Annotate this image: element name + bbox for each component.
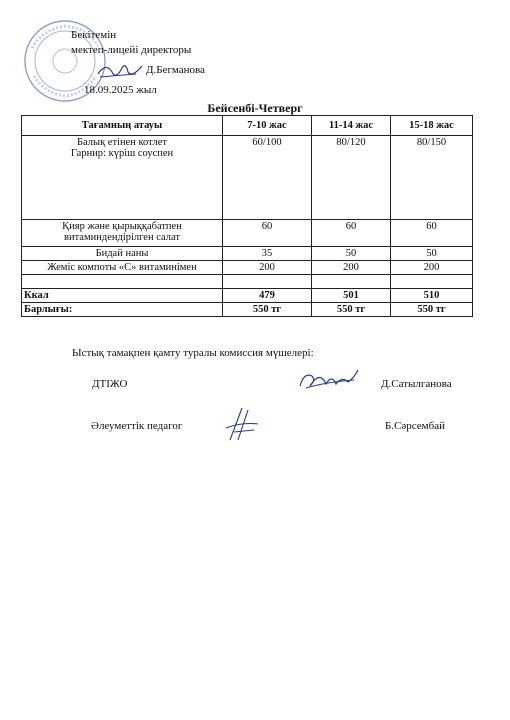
col-header-age-11-14: 11-14 жас bbox=[312, 116, 391, 136]
member2-name: Б.Сәрсембай bbox=[385, 420, 446, 432]
portion-7-10: 60/100 bbox=[223, 136, 312, 220]
table-header-row bbox=[22, 116, 473, 136]
table-row bbox=[22, 136, 473, 220]
portion-11-14: 200 bbox=[312, 261, 391, 275]
approval-date: 18.09.2025 жыл bbox=[84, 84, 157, 96]
col-header-dish: Тағамның атауы bbox=[22, 116, 223, 136]
kcal-label: Ккал bbox=[22, 289, 223, 303]
portion-11-14: 50 bbox=[312, 247, 391, 261]
table-row bbox=[22, 261, 473, 275]
kcal-7-10: 479 bbox=[223, 289, 312, 303]
dish-name: Қияр және қырыққабатпен bbox=[62, 221, 182, 232]
dish-name: Балық етінен котлет bbox=[77, 137, 167, 148]
dish-name-cont: витаминдендірілген салат bbox=[64, 232, 180, 243]
total-row bbox=[22, 303, 473, 317]
dish-name: Жеміс компоты «С» витаминімен bbox=[22, 261, 223, 275]
approval-director-name: Д.Бегманова bbox=[146, 64, 205, 76]
dish-name-cell bbox=[22, 220, 223, 247]
total-15-18: 550 тг bbox=[391, 303, 473, 317]
member2-signature bbox=[224, 404, 260, 444]
empty-row bbox=[22, 275, 473, 289]
portion-7-10: 200 bbox=[223, 261, 312, 275]
approval-line2: мектеп-лицейі директоры bbox=[71, 44, 192, 56]
portion-11-14: 60 bbox=[312, 220, 391, 247]
col-header-age-7-10: 7-10 жас bbox=[223, 116, 312, 136]
member1-signature bbox=[296, 366, 360, 394]
portion-15-18: 200 bbox=[391, 261, 473, 275]
table-row bbox=[22, 247, 473, 261]
portion-15-18: 50 bbox=[391, 247, 473, 261]
kcal-11-14: 501 bbox=[312, 289, 391, 303]
portion-11-14: 80/120 bbox=[312, 136, 391, 220]
dish-name-cell bbox=[22, 136, 223, 220]
portion-15-18: 80/150 bbox=[391, 136, 473, 220]
col-header-age-15-18: 15-18 жас bbox=[391, 116, 473, 136]
dish-garnish: Гарнир: күріш соуспен bbox=[70, 148, 174, 159]
total-11-14: 550 тг bbox=[312, 303, 391, 317]
dish-name: Бидай наны bbox=[22, 247, 223, 261]
portion-7-10: 35 bbox=[223, 247, 312, 261]
menu-table bbox=[21, 115, 473, 317]
total-7-10: 550 тг bbox=[223, 303, 312, 317]
member2-role: Әлеуметтік педагог bbox=[91, 420, 183, 432]
member1-name: Д.Сатылганова bbox=[381, 378, 452, 390]
director-signature bbox=[96, 60, 144, 82]
table-row bbox=[22, 220, 473, 247]
approval-line1: Бекітемін bbox=[71, 29, 117, 41]
commission-heading: Ыстық тамақпен қамту туралы комиссия мүшелері: bbox=[72, 347, 314, 359]
day-title: Бейсенбі-Четверг bbox=[207, 101, 303, 115]
portion-7-10: 60 bbox=[223, 220, 312, 247]
member1-role: ДТІЖО bbox=[92, 378, 128, 390]
kcal-row bbox=[22, 289, 473, 303]
kcal-15-18: 510 bbox=[391, 289, 473, 303]
total-label: Барлығы: bbox=[22, 303, 223, 317]
portion-15-18: 60 bbox=[391, 220, 473, 247]
